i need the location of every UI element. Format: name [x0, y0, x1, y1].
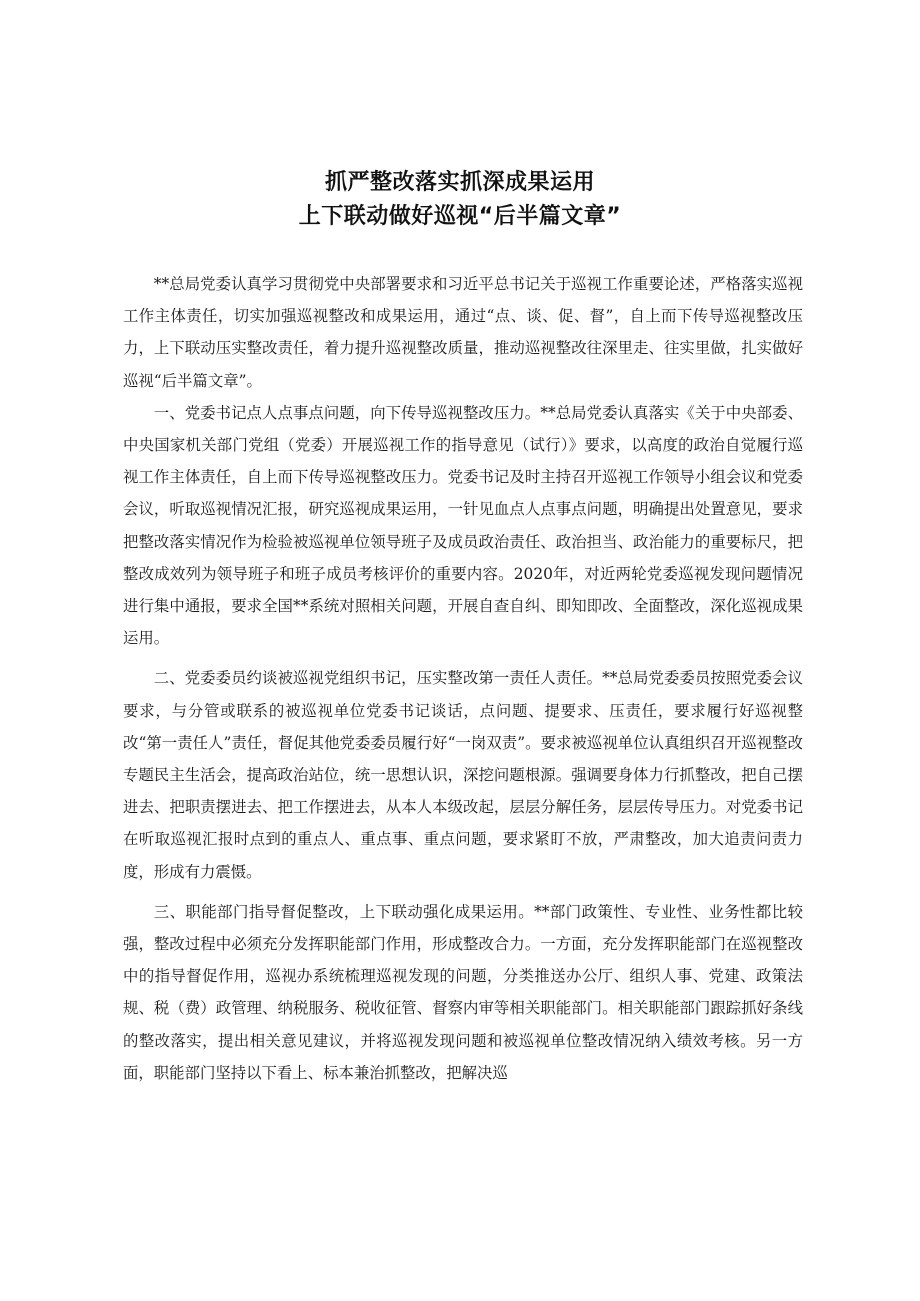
paragraph-section-3: 三、职能部门指导督促整改，上下联动强化成果运用。**部门政策性、专业性、业务性都比较强，整改过程中必须充分发挥职能部门作用，形成整改合力。一方面，充分发挥职能部门在巡视整改中的指导督促作用，巡视办系统梳理巡视发现的问题，分类推送办公厅、组织人事、党建、政策法规、税（费）政管理、纳税服务、税收征管、督察内审等相关职能部门。相关职能部门跟踪抓好条线的整改落实，提出相关意见建议，并将巡视发现问题和被巡视单位整改情况纳入绩效考核。另一方面，职能部门坚持以下看上、标本兼治抓整改，把解决巡 [123, 902, 803, 1082]
paragraph-intro: **总局党委认真学习贯彻党中央部署要求和习近平总书记关于巡视工作重要论述，严格落实巡视工作主体责任，切实加强巡视整改和成果运用，通过“点、谈、促、督”，自上而下传导巡视整改压力，上下联动压实整改责任，着力提升巡视整改质量，推动巡视整改往深里走、往实里做，扎实做好巡视“后半篇文章”。 [123, 275, 803, 390]
document-body [123, 268, 803, 1089]
paragraph-section-1: 一、党委书记点人点事点问题，向下传导巡视整改压力。**总局党委认真落实《关于中央部委、中央国家机关部门党组（党委）开展巡视工作的指导意见（试行）》要求，以高度的政治自觉履行巡视工作主体责任，自上而下传导巡视整改压力。党委书记及时主持召开巡视工作领导小组会议和党委会议，听取巡视情况汇报，研究巡视成果运用，一针见血点人点事点问题，明确提出处置意见，要求把整改落实情况作为检验被巡视单位领导班子及成员政治责任、政治担当、政治能力的重要标尺，把整改成效列为领导班子和班子成员考核评价的重要内容。2020年，对近两轮党委巡视发现问题情况进行集中通报，要求全国**系统对照相关问题，开展自查自纠、即知即改、全面整改，深化巡视成果运用。 [123, 403, 803, 648]
document-title-line-2: 上下联动做好巡视“后半篇文章” [298, 204, 622, 229]
document-title-line-1: 抓严整改落实抓深成果运用 [324, 170, 595, 195]
paragraph-section-2: 二、党委委员约谈被巡视党组织书记，压实整改第一责任人责任。**总局党委委员按照党委会议要求，与分管或联系的被巡视单位党委书记谈话，点问题、提要求、压责任，要求履行好巡视整改“第一责任人”责任，督促其他党委委员履行好“一岗双责”。要求被巡视单位认真组织召开巡视整改专题民主生活会，提高政治站位，统一思想认识，深挖问题根源。强调要身体力行抓整改，把自己摆进去、把职责摆进去、把工作摆进去，从本人本级改起，层层分解任务，层层传导压力。对党委书记在听取巡视汇报时点到的重点人、重点事、重点问题，要求紧盯不放，严肃整改，加大追责问责力度，形成有力震慑。 [123, 669, 803, 881]
